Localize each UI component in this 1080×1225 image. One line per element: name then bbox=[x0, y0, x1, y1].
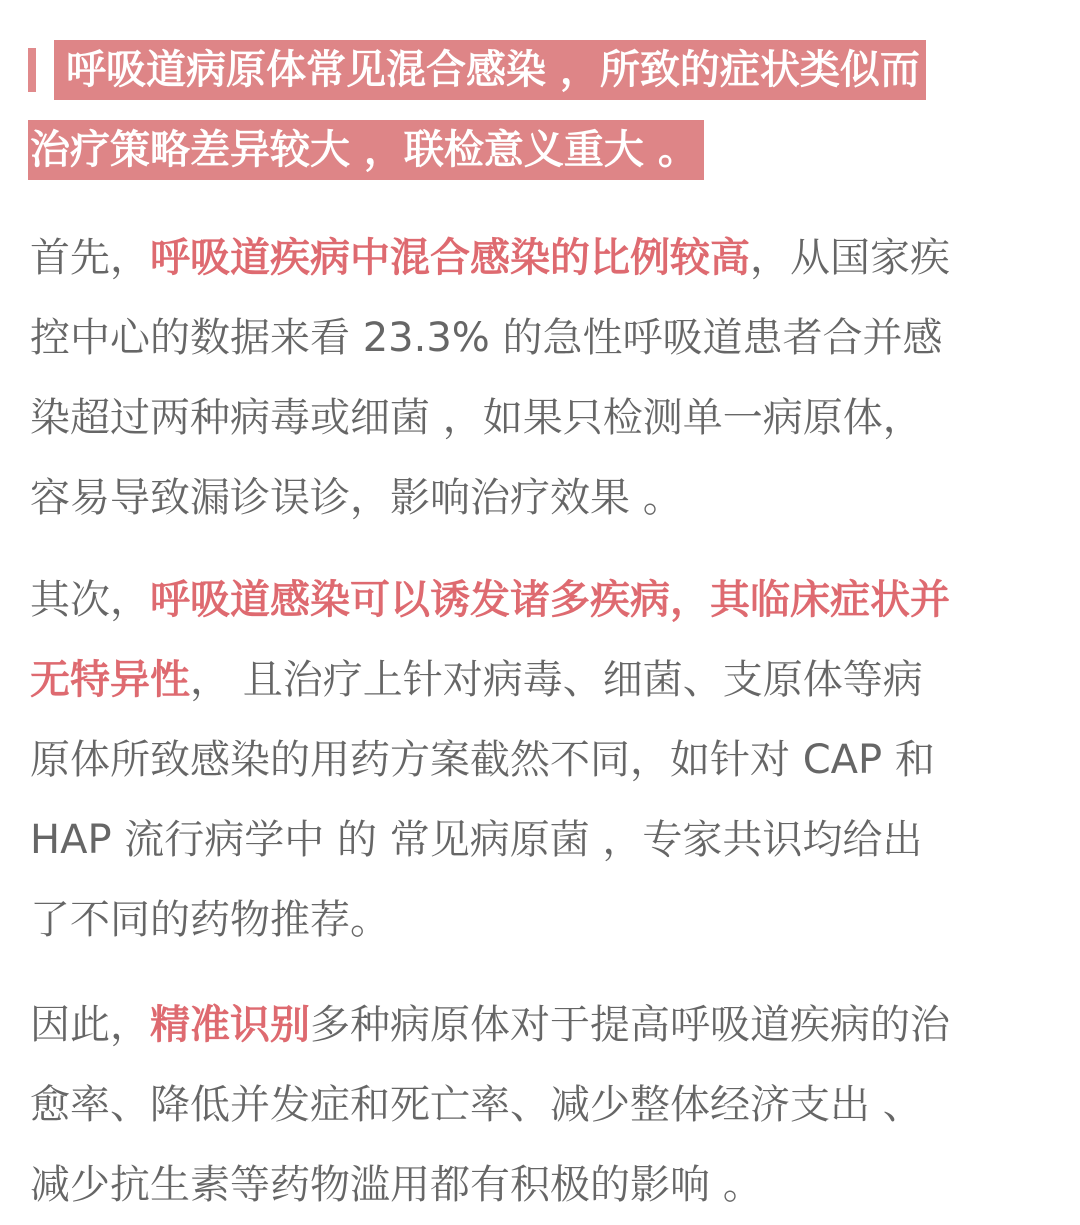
paragraph-2-row-2 bbox=[30, 640, 1060, 720]
heading-text-1: 呼吸道病原体常见混合感染 ，所致的症状类似而 bbox=[54, 40, 926, 100]
text-segment: 多种病原体对于提高呼吸道疾病的治 bbox=[310, 1002, 950, 1048]
emphasis-text: 精准识别 bbox=[150, 1002, 310, 1048]
text-segment: ，从国家疾 bbox=[750, 235, 950, 281]
emphasis-text: 呼吸道感染可以诱发诸多疾病，其临床症状并 bbox=[150, 577, 950, 623]
paragraph-2-row-4: HAP 流行病学中 的 常见病原菌 ，专家共识均给出 bbox=[30, 817, 923, 863]
paragraph-2 bbox=[30, 560, 1060, 960]
heading-bar-mark bbox=[28, 48, 36, 92]
heading-line-2 bbox=[28, 120, 704, 180]
paragraph-1 bbox=[30, 218, 1060, 538]
paragraph-3 bbox=[30, 985, 1060, 1225]
paragraph-3-row-3: 减少抗生素等药物滥用都有积极的影响 。 bbox=[30, 1162, 763, 1208]
paragraph-3-row-1 bbox=[30, 985, 1060, 1065]
text-segment: 首先， bbox=[30, 235, 150, 281]
text-segment: 因此， bbox=[30, 1002, 150, 1048]
paragraph-1-row-2: 控中心的数据来看 23.3% 的急性呼吸道患者合并感 bbox=[30, 315, 943, 361]
emphasis-text: 无特异性 bbox=[30, 657, 190, 703]
paragraph-2-row-3: 原体所致感染的用药方案截然不同，如针对 CAP 和 bbox=[30, 737, 935, 783]
paragraph-2-row-1 bbox=[30, 560, 1060, 640]
paragraph-1-row-3: 染超过两种病毒或细菌 ，如果只检测单一病原体， bbox=[30, 395, 923, 441]
text-segment: ， 且治疗上针对病毒、细菌、支原体等病 bbox=[190, 657, 923, 703]
heading-text-2: 治疗策略差异较大 ，联检意义重大 。 bbox=[28, 120, 704, 180]
paragraph-3-row-2: 愈率、降低并发症和死亡率、减少整体经济支出 、 bbox=[30, 1082, 923, 1128]
heading-line-1 bbox=[28, 40, 926, 100]
text-segment: 其次， bbox=[30, 577, 150, 623]
paragraph-1-row-4: 容易导致漏诊误诊，影响治疗效果 。 bbox=[30, 475, 683, 521]
emphasis-text: 呼吸道疾病中混合感染的比例较高 bbox=[150, 235, 750, 281]
paragraph-2-row-5: 了不同的药物推荐。 bbox=[30, 897, 390, 943]
paragraph-1-row-1 bbox=[30, 218, 1060, 298]
